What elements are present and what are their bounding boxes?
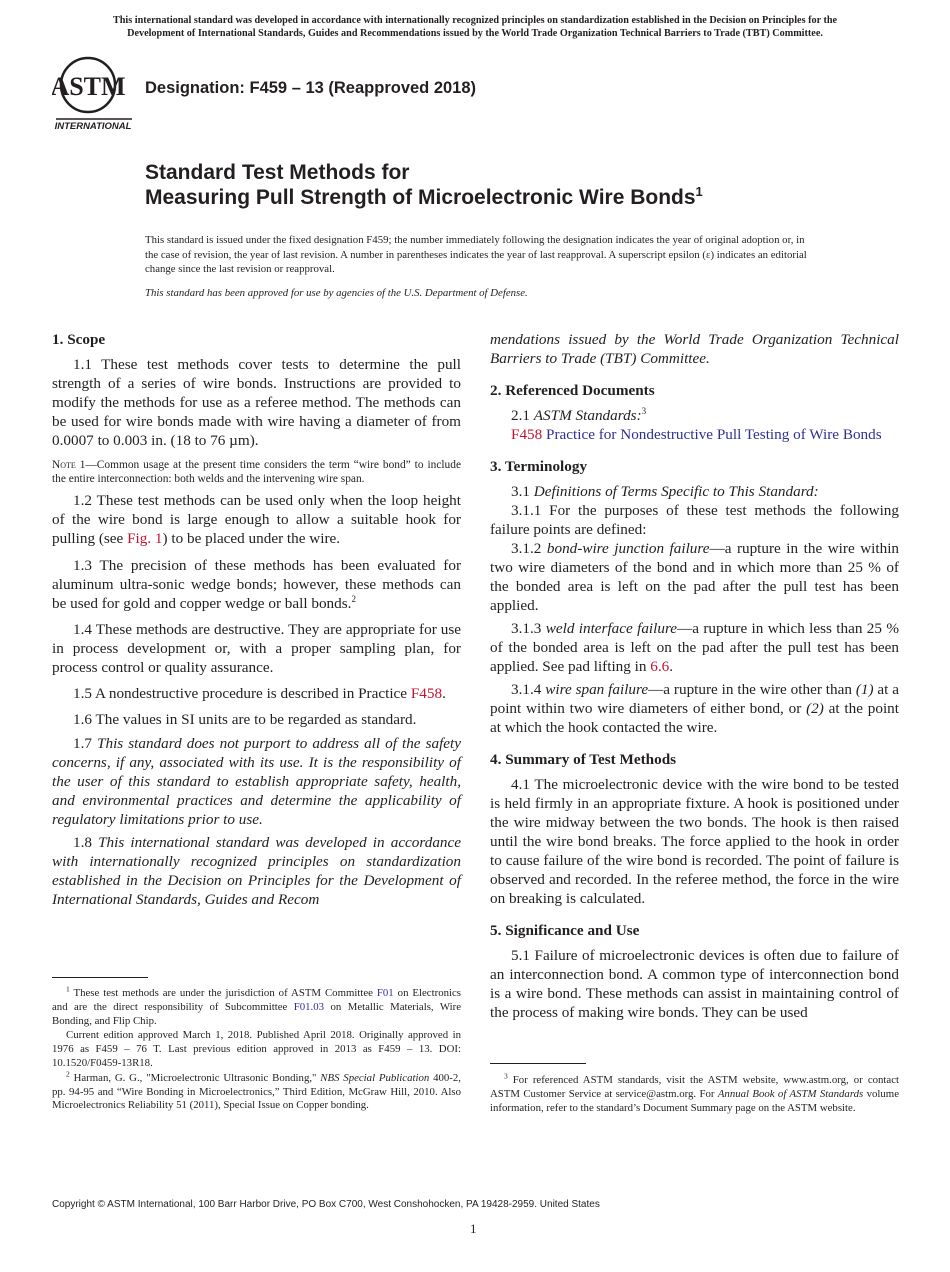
- footnote-3-book-title: Annual Book of ASTM Standards: [717, 1087, 864, 1100]
- para-3-1-1: 3.1.1 For the purposes of these test methods the following failure points are defined:: [490, 502, 899, 538]
- para-1-8-cont-text: mendations issued by the World Trade Organization Technical Barriers to Trade (TBT) Committee.: [490, 331, 899, 367]
- footnote-1-marker: 1: [66, 984, 70, 994]
- footnote-2-text-a: Harman, G. G., "Microelectronic Ultrasonic Bonding,": [69, 1071, 321, 1084]
- para-3-1-4-text-c: at the point at which the hook contacted the wire.: [490, 700, 899, 736]
- footnote-1: [52, 984, 461, 1028]
- banner-line-2: Development of International Standards, Guides and Recommendations issued by the World Trade Organization Technical Barriers to Trade (TBT) Committee.: [127, 28, 823, 39]
- para-3-1-3-text: —a rupture in which less than 25 % of the bonded area is left on the pad after the pull test has been applied. See pad lifting in: [490, 620, 900, 675]
- para-1-3: [52, 556, 461, 613]
- left-column: [52, 330, 461, 909]
- banner-line-1: This international standard was developed in accordance with internationally recognized principles on standardization established in the Decision on Principles for the: [112, 15, 838, 26]
- section-6-6-link[interactable]: 6.6: [650, 658, 670, 675]
- ref-doc-code[interactable]: F458: [511, 426, 543, 443]
- footnote-2-ref[interactable]: 2: [351, 593, 356, 604]
- footnote-3-ref[interactable]: 3: [641, 405, 647, 416]
- title-footnote-ref[interactable]: 1: [695, 184, 703, 199]
- referenced-doc-f458[interactable]: [490, 425, 899, 444]
- note-label: Note: [52, 459, 76, 471]
- tbt-banner: [40, 14, 910, 40]
- copyright-line: Copyright © ASTM International, 100 Barr Harbor Drive, PO Box C700, West Conshohocken, PA 19428-2959. United States: [52, 1199, 600, 1210]
- para-3-1-2-text: —a rupture in the wire within two wire diameters of the bond and in which more than 25 % of the bonded area is left on the pad after the pull test has been applied.: [490, 540, 900, 614]
- para-1-5: [52, 684, 461, 703]
- para-3-1: [490, 482, 899, 501]
- para-3-1-2-num: 3.1.2: [511, 540, 547, 557]
- section-3-heading: 3. Terminology: [490, 458, 588, 475]
- footnote-1-text-c: on Metallic Materials, Wire Bonding, and Flip Chip.: [52, 1000, 461, 1027]
- para-2-1: [490, 406, 899, 425]
- para-1-7-text: This standard does not purport to address all of the safety concerns, if any, associated with its use. It is the responsibility of the user of this standard to establish appropriate safety, health, and environmental practices and determine the applicability of regulatory limitations prior to use.: [52, 735, 462, 828]
- document-title: [145, 160, 703, 210]
- logo-top-text: ASTM: [52, 72, 126, 101]
- footnote-3: [490, 1071, 899, 1115]
- footnote-right: [490, 1071, 899, 1115]
- para-1-1: 1.1 These test methods cover tests to determine the pull strength of a series of wire bonds. Instructions are provided to modify the methods for use as a referee method. The methods can be used for wire bonds made with wire having a diameter of from 0.0007 to 0.003 in. (18 to 76 µm).: [52, 356, 461, 449]
- footnote-1-edition: Current edition approved March 1, 2018. Published April 2018. Originally approved in 1976 as F459 – 76 T. Last previous edition approved in 2013 as F459 – 13. DOI: 10.1520/F0459-13R18.: [52, 1029, 461, 1069]
- footnotes-left: [52, 984, 461, 1113]
- para-3-1-4-text-a: —a rupture in the wire other than: [648, 681, 856, 698]
- para-1-7-num: 1.7: [73, 735, 98, 752]
- para-3-1-4: [490, 680, 899, 737]
- footnote-1-text-a: These test methods are under the jurisdiction of ASTM Committee: [69, 987, 377, 999]
- para-3-1-num: 3.1: [511, 483, 534, 500]
- para-3-1-text: Definitions of Terms Specific to This Standard:: [533, 483, 819, 500]
- para-3-1-4-item-2: (2): [806, 700, 824, 717]
- f458-link[interactable]: F458: [410, 685, 443, 702]
- term-bond-wire-junction-failure: bond-wire junction failure: [546, 540, 710, 557]
- para-1-2: [52, 491, 461, 548]
- para-3-1-3-end: .: [669, 658, 674, 675]
- section-2-heading: 2. Referenced Documents: [490, 382, 655, 399]
- issued-statement: This standard is issued under the fixed designation F459; the number immediately following the designation indicates the year of original adoption or, in the case of revision, the year of last revision. A number in parentheses indicates the year of last reapproval. A superscript epsilon (ε) indicates an editorial change since the last revision or reapproval.: [145, 234, 807, 275]
- right-column: [490, 330, 899, 1022]
- footnote-2: [52, 1069, 461, 1113]
- para-1-5-text-a: 1.5 A nondestructive procedure is described in Practice: [73, 685, 411, 702]
- para-1-2-text-a: 1.2 These test methods can be used only when the loop height of the wire bond is large enough to allow a suitable hook for pulling (see: [52, 492, 461, 547]
- footnote-rule-left: [52, 977, 148, 978]
- section-5-heading: 5. Significance and Use: [490, 922, 640, 939]
- note-text: 1—Common usage at the present time considers the term “wire bond” to include the entire interconnection: both welds and the intervening wire span.: [52, 459, 461, 485]
- footnote-3-text-a: For referenced ASTM standards, visit the ASTM website, www.astm.org, or contact ASTM Customer Service at service@astm.org. For: [490, 1074, 899, 1100]
- astm-logo: [52, 55, 134, 135]
- para-5-1: 5.1 Failure of microelectronic devices is often due to failure of an interconnection bond. A common type of interconnection bond is a wire bond. These methods can assist in maintaining control of the process of making wire bonds. They can be used: [490, 947, 899, 1021]
- para-1-8: [52, 833, 461, 909]
- footnote-3-marker: 3: [504, 1071, 508, 1081]
- section-1-heading: 1. Scope: [52, 331, 106, 348]
- para-3-1-4-num: 3.1.4: [511, 681, 546, 698]
- para-1-8-text: This international standard was developed in accordance with internationally recognized principles on standardization established in the Decision on Principles for the Development of International Standards, Guides and Recom: [52, 834, 462, 908]
- para-3-1-4-text-b: at a point within two wire diameters of either bond, or: [490, 681, 900, 717]
- para-3-1-2: [490, 539, 899, 615]
- page-number: 1: [470, 1221, 477, 1236]
- para-2-1-num: 2.1: [511, 407, 534, 424]
- ref-doc-title[interactable]: Practice for Nondestructive Pull Testing of Wire Bonds: [542, 426, 882, 443]
- designation: Designation: F459 – 13 (Reapproved 2018): [145, 79, 477, 97]
- para-3-1-3-num: 3.1.3: [511, 620, 546, 637]
- title-line-1: Standard Test Methods for: [145, 161, 410, 184]
- footnote-2-publication: NBS Special Publication: [320, 1071, 430, 1084]
- footnote-rule-right: [490, 1063, 586, 1064]
- para-3-1-3: [490, 619, 899, 676]
- para-2-1-text: ASTM Standards:: [533, 407, 642, 424]
- para-1-4: 1.4 These methods are destructive. They are appropriate for use in process development or, with a proper sampling plan, for process control or quality assurance.: [52, 621, 461, 676]
- para-1-8-continued: [490, 330, 899, 368]
- para-1-2-text-b: ) to be placed under the wire.: [162, 530, 341, 547]
- footnote-2-text-b: 400-2, pp. 94-95 and “Wire Bonding in Microelectronics,” Third Edition, McGraw Hill, 2010. Also Microelectronics Reliability 51 (2011), Special Issue on Copper bonding.: [52, 1071, 461, 1112]
- logo-bottom-text: INTERNATIONAL: [54, 121, 132, 132]
- subcommittee-f01-03-link[interactable]: F01.03: [293, 1000, 325, 1013]
- footnote-2-marker: 2: [66, 1069, 70, 1079]
- title-line-2: [145, 185, 703, 210]
- committee-f01-link[interactable]: F01: [376, 987, 394, 999]
- para-1-7: [52, 734, 461, 829]
- term-wire-span-failure: wire span failure: [545, 681, 649, 698]
- title-line-2-text: Measuring Pull Strength of Microelectronic Wire Bonds: [145, 186, 696, 209]
- para-4-1: 4.1 The microelectronic device with the wire bond to be tested is held firmly in an appropriate fixture. A hook is positioned under the wire midway between the two bonds. The hook is then raised until the wire bond breaks. The force applied to the hook in order to cause failure of the wire bond is recorded. The point of failure is observed and recorded. In the referee method, the force in the wire on breaking is calculated.: [490, 776, 899, 907]
- note-1: [52, 459, 461, 486]
- para-3-1-4-item-1: (1): [855, 681, 874, 698]
- para-1-5-text-b: .: [442, 685, 446, 702]
- section-4-heading: 4. Summary of Test Methods: [490, 751, 677, 768]
- astm-logo-icon: [52, 55, 134, 135]
- fig-1-link[interactable]: Fig. 1: [127, 530, 163, 547]
- para-1-3-text: 1.3 The precision of these methods has been evaluated for aluminum ultra-sonic wedge bonds; however, these methods can be used for gold and copper wedge or ball bonds.: [52, 557, 461, 612]
- para-1-8-num: 1.8: [73, 834, 99, 851]
- para-1-6: 1.6 The values in SI units are to be regarded as standard.: [73, 711, 417, 728]
- footnote-3-text-b: volume information, refer to the standard’s Document Summary page on the ASTM website.: [490, 1087, 899, 1114]
- footnote-1-text-b: on Electronics and are the direct responsibility of Subcommittee: [52, 987, 461, 1013]
- dod-approval: This standard has been approved for use by agencies of the U.S. Department of Defense.: [145, 287, 528, 299]
- term-weld-interface-failure: weld interface failure: [545, 620, 678, 637]
